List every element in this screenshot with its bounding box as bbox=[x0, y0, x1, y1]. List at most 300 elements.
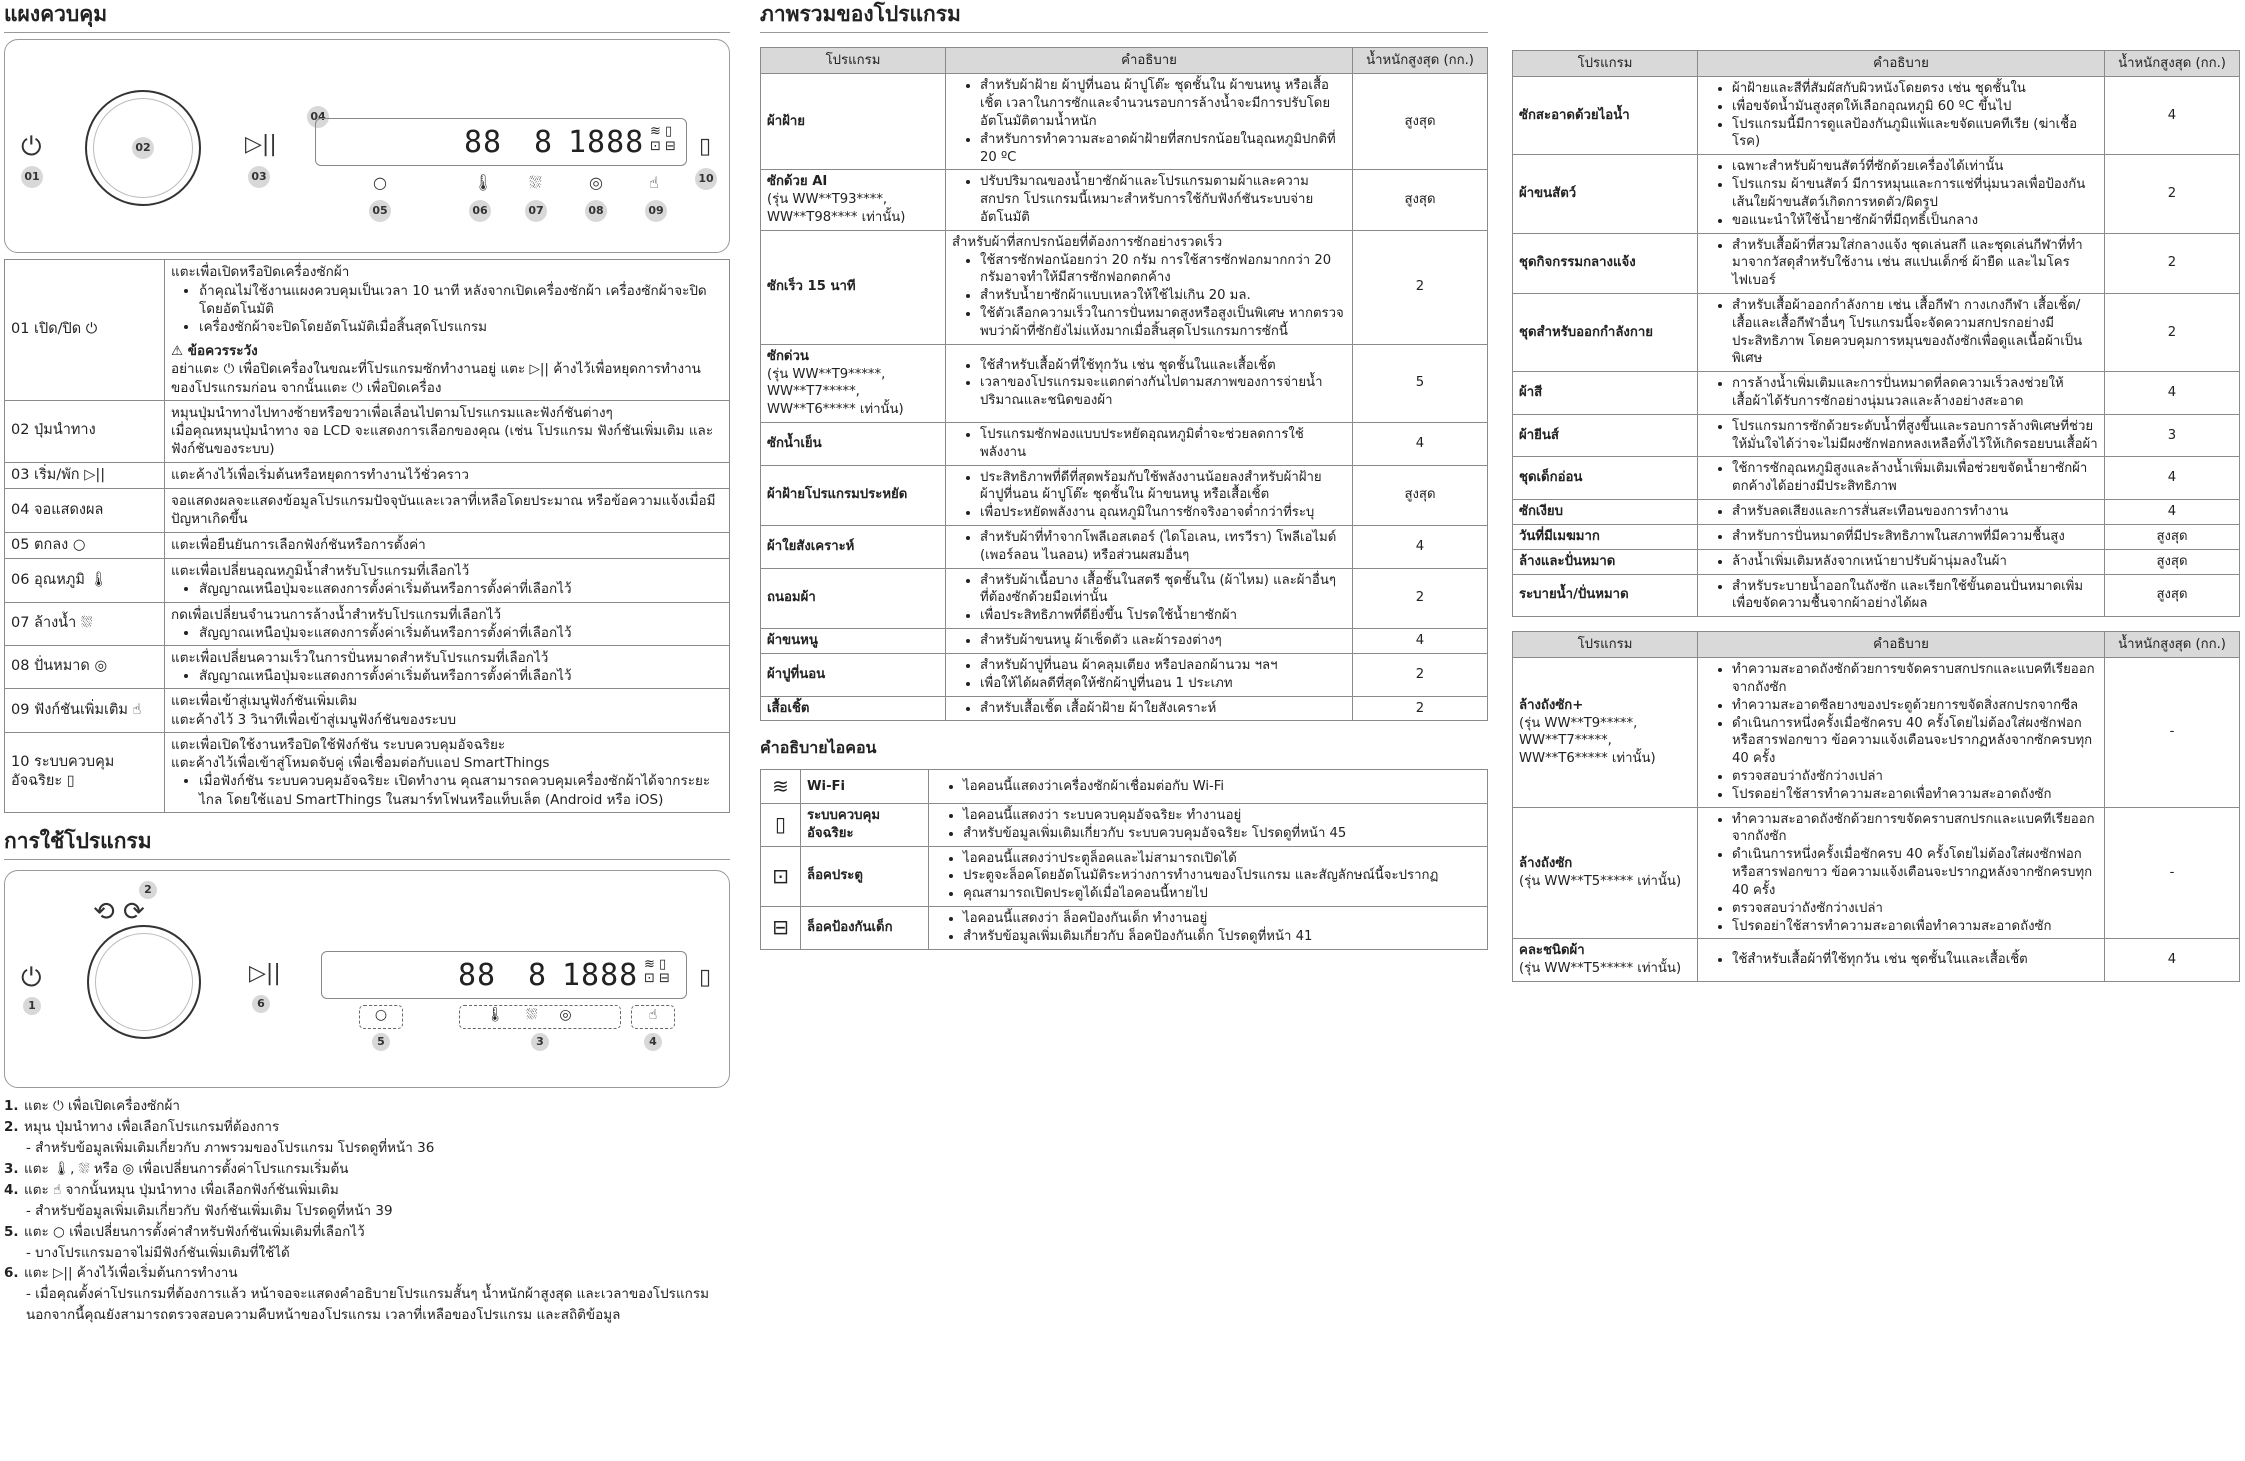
program-bullet: • เวลาของโปรแกรมจะแตกต่างกันไปตามสภาพของการจ่ายน้ำ ปริมาณและชนิดของผ้า bbox=[980, 374, 1346, 410]
program-description bbox=[946, 526, 1353, 569]
badge-4: 4 bbox=[644, 1033, 662, 1051]
icon-row bbox=[761, 846, 1488, 906]
program-bullet: • เพื่อประหยัดพลังงาน อุณหภูมิในการซักจริงอาจต่ำกว่าที่ระบุ bbox=[980, 504, 1346, 522]
step-text: แตะ ⏻ เพื่อเปิดเครื่องซักผ้า bbox=[24, 1098, 180, 1115]
step-subnote: - สำหรับข้อมูลเพิ่มเติมเกี่ยวกับ ภาพรวมของโปรแกรม โปรดดูที่หน้า 36 bbox=[26, 1139, 435, 1156]
icon-bullets bbox=[935, 910, 1481, 946]
badge-3: 3 bbox=[531, 1033, 549, 1051]
program-name: ซักด้วย AI bbox=[767, 174, 828, 190]
program-bullets bbox=[1704, 578, 2098, 614]
control-bullets bbox=[171, 624, 723, 642]
status-icon: ⊡ bbox=[761, 846, 801, 906]
header-program: โปรแกรม bbox=[1513, 51, 1698, 77]
power-icon: ⏻ bbox=[21, 132, 42, 163]
program-bullet: • สำหรับน้ำยาซักผ้าแบบเหลวให้ใช้ไม่เกิน 20 มล. bbox=[980, 287, 1346, 305]
badge-06: 06 bbox=[469, 200, 491, 222]
spacer bbox=[1512, 0, 2240, 50]
ok-icon: ○ bbox=[373, 173, 387, 193]
header-description: คำอธิบาย bbox=[1698, 51, 2105, 77]
icon-name: Wi-Fi bbox=[801, 769, 929, 803]
control-description bbox=[165, 602, 730, 645]
badge-5: 5 bbox=[372, 1033, 390, 1051]
program-name-cell bbox=[1513, 155, 1698, 233]
program-max-weight: 4 bbox=[1353, 422, 1488, 465]
usage-step bbox=[4, 1159, 730, 1180]
icon-row bbox=[761, 803, 1488, 846]
program-bullet: • โปรดอย่าใช้สารทำความสะอาดเพื่อทำความสะอาดถังซัก bbox=[1732, 786, 2098, 804]
program-bullet: • สำหรับผ้าขนหนู ผ้าเช็ดตัว และผ้ารองต่างๆ bbox=[980, 632, 1346, 650]
program-name: ผ้าขนสัตว์ bbox=[1519, 185, 1577, 201]
program-name-cell bbox=[1513, 549, 1698, 574]
program-bullets bbox=[952, 426, 1346, 462]
usage-step bbox=[4, 1222, 730, 1243]
program-name-cell bbox=[761, 568, 946, 628]
icon-bullet: • ไอคอนนี้แสดงว่าเครื่องซักผ้าเชื่อมต่อกับ Wi-Fi bbox=[963, 778, 1481, 796]
icon-table bbox=[760, 769, 1488, 950]
control-line: จอแสดงผลจะแสดงข้อมูลโปรแกรมปัจจุบันและเวลาที่เหลือโดยประมาณ หรือข้อความแจ้งเมื่อมีปัญหาเกิดขึ้น bbox=[171, 493, 716, 528]
program-bullet: • ทำความสะอาดซีลยางของประตูด้วยการขจัดสิ่งสกปรกจากซีล bbox=[1732, 697, 2098, 715]
program-bullet: • ตรวจสอบว่าถังซักว่างเปล่า bbox=[1732, 768, 2098, 786]
display-digits-3: 1888 bbox=[562, 958, 639, 994]
program-max-weight: 4 bbox=[2105, 939, 2240, 982]
icon-description bbox=[929, 803, 1488, 846]
control-line: แตะเพื่อเปลี่ยนอุณหภูมิน้ำสำหรับโปรแกรมที่เลือกไว้ bbox=[171, 563, 470, 580]
program-table-1 bbox=[760, 47, 1488, 721]
program-name: ถนอมผ้า bbox=[767, 590, 816, 606]
program-description bbox=[1698, 939, 2105, 982]
spin-icon: ◎ bbox=[589, 173, 603, 193]
program-bullet: • การล้างน้ำเพิ่มเติมและการปั่นหมาดที่ลดความเร็วลงช่วยให้เสื้อผ้าได้รับการซักอย่างนุ่มนวลและล้างอย่างสะอาด bbox=[1732, 375, 2098, 411]
step-text: หมุน ปุ่มนำทาง เพื่อเลือกโปรแกรมที่ต้องการ bbox=[24, 1118, 280, 1135]
lcd-display bbox=[321, 951, 687, 999]
program-max-weight: 4 bbox=[2105, 77, 2240, 155]
program-max-weight: 4 bbox=[2105, 372, 2240, 415]
program-max-weight: 5 bbox=[1353, 344, 1488, 422]
program-models: (รุ่น WW**T93****, WW**T98**** เท่านั้น) bbox=[767, 192, 906, 226]
program-max-weight: 4 bbox=[1353, 526, 1488, 569]
badge-03: 03 bbox=[248, 166, 270, 188]
program-max-weight: 2 bbox=[1353, 230, 1488, 344]
icon-bullets bbox=[935, 807, 1481, 843]
program-max-weight: 4 bbox=[1353, 629, 1488, 654]
step-number: 2. bbox=[4, 1118, 19, 1135]
icon-name: ล็อคประตู bbox=[801, 846, 929, 906]
control-label: 02 ปุ่มนำทาง bbox=[5, 400, 165, 462]
program-bullet: • สำหรับเสื้อเชิ้ต เสื้อผ้าฝ้าย ผ้าใยสังเคราะห์ bbox=[980, 700, 1346, 718]
control-line: หมุนปุ่มนำทางไปทางซ้ายหรือขวาเพื่อเลื่อนไปตามโปรแกรมและฟังก์ชันต่างๆ bbox=[171, 404, 613, 421]
program-max-weight: สูงสุด bbox=[1353, 465, 1488, 525]
program-name: ผ้าฝ้ายโปรแกรมประหยัด bbox=[767, 487, 908, 503]
program-row bbox=[1513, 574, 2240, 617]
program-name: ซักเร็ว 15 นาที bbox=[767, 279, 856, 295]
step-number: 1. bbox=[4, 1098, 19, 1115]
overview-title: ภาพรวมของโปรแกรม bbox=[760, 0, 1488, 33]
program-bullets bbox=[952, 77, 1346, 166]
program-table-2 bbox=[1512, 50, 2240, 617]
badge-08: 08 bbox=[585, 200, 607, 222]
control-row bbox=[5, 489, 730, 532]
program-bullet: • ดำเนินการหนึ่งครั้งเมื่อซักครบ 40 ครั้งโดยไม่ต้องใส่ผงซักฟอกหรือสารฟอกขาว ข้อความแจ้งเตือนจะปรากฏหลังจากซักครบทุก 40 ครั้ง bbox=[1732, 715, 2098, 768]
program-name-cell bbox=[761, 465, 946, 525]
smart-control-icon: ▯ bbox=[699, 965, 712, 991]
icon-row bbox=[761, 769, 1488, 803]
program-bullet: • สำหรับการทำความสะอาดผ้าฝ้ายที่สกปรกน้อยในอุณหภูมิปกติที่ 20 ºC bbox=[980, 131, 1346, 167]
program-max-weight: 2 bbox=[1353, 568, 1488, 628]
program-name: ล้างและปั่นหมาด bbox=[1519, 553, 1616, 569]
program-row bbox=[761, 230, 1488, 344]
program-max-weight: สูงสุด bbox=[2105, 549, 2240, 574]
usage-diagram bbox=[4, 870, 730, 1088]
table-header-row bbox=[761, 48, 1488, 74]
program-bullet: • ประสิทธิภาพที่ดีที่สุดพร้อมกับใช้พลังงานน้อยลงสำหรับผ้าฝ้าย ผ้าปูที่นอน ผ้าปูโต๊ะ ชุดชั้นใน ผ้าขนหนู หรือเสื้อเชิ้ต bbox=[980, 469, 1346, 505]
control-bullet: • สัญญาณเหนือปุ่มจะแสดงการตั้งค่าเริ่มต้นหรือการตั้งค่าที่เลือกไว้ bbox=[199, 580, 723, 598]
program-description bbox=[1698, 524, 2105, 549]
program-bullet: • โปรดอย่าใช้สารทำความสะอาดเพื่อทำความสะอาดถังซัก bbox=[1732, 918, 2098, 936]
program-name-cell bbox=[1513, 77, 1698, 155]
program-bullet: • สำหรับการปั่นหมาดที่มีประสิทธิภาพในสภาพที่มีความชื้นสูง bbox=[1732, 528, 2098, 546]
program-description bbox=[1698, 574, 2105, 617]
program-bullet: • ทำความสะอาดถังซักด้วยการขจัดคราบสกปรกและแบคทีเรียออกจากถังซัก bbox=[1732, 811, 2098, 847]
program-name: ซักสะอาดด้วยไอน้ำ bbox=[1519, 107, 1630, 123]
display-digits-1: 88 bbox=[464, 125, 503, 161]
program-name-cell bbox=[1513, 457, 1698, 500]
program-max-weight: 2 bbox=[2105, 155, 2240, 233]
step-text: แตะ ▷|| ค้างไว้เพื่อเริ่มต้นการทำงาน bbox=[24, 1265, 238, 1282]
program-name: ผ้าใยสังเคราะห์ bbox=[767, 538, 855, 554]
program-bullets bbox=[952, 469, 1346, 522]
program-intro: สำหรับผ้าที่สกปรกน้อยที่ต้องการซักอย่างรวดเร็ว bbox=[952, 234, 1223, 250]
header-program: โปรแกรม bbox=[1513, 632, 1698, 658]
program-bullet: • ผ้าฝ้ายและสีที่สัมผัสกับผิวหนังโดยตรง เช่น ชุดชั้นใน bbox=[1732, 80, 2098, 98]
program-bullet: • โปรแกรมซักฟองแบบประหยัดอุณหภูมิต่ำจะช่วยลดการใช้พลังงาน bbox=[980, 426, 1346, 462]
control-description bbox=[165, 645, 730, 688]
program-bullet: • โปรแกรม ผ้าขนสัตว์ มีการหมุนและการแช่ที่นุ่มนวลเพื่อป้องกันเส้นใยผ้าขนสัตว์เกิดการหดตัว/ผิดรูป bbox=[1732, 176, 2098, 212]
program-description bbox=[1698, 372, 2105, 415]
control-line: แตะเพื่อเปิดใช้งานหรือปิดใช้ฟังก์ชัน ระบบควบคุมอัจฉริยะ bbox=[171, 736, 506, 753]
program-description bbox=[1698, 293, 2105, 371]
program-name-cell bbox=[761, 74, 946, 170]
program-row bbox=[1513, 457, 2240, 500]
control-line: แตะเพื่อเปลี่ยนความเร็วในการปั่นหมาดสำหรับโปรแกรมที่เลือกไว้ bbox=[171, 649, 549, 666]
control-row bbox=[5, 462, 730, 489]
program-description bbox=[946, 465, 1353, 525]
control-bullet: • ถ้าคุณไม่ใช้งานแผงควบคุมเป็นเวลา 10 นาที หลังจากเปิดเครื่องซักผ้า เครื่องซักผ้าจะปิดโดยอัตโนมัติ bbox=[199, 282, 723, 318]
program-row bbox=[761, 74, 1488, 170]
program-description bbox=[946, 170, 1353, 230]
control-label: 05 ตกลง ○ bbox=[5, 532, 165, 559]
program-bullets bbox=[952, 632, 1346, 650]
program-bullets bbox=[1704, 460, 2098, 496]
program-bullet: • ขอแนะนำให้ใช้น้ำยาซักผ้าที่มีฤทธิ์เป็นกลาง bbox=[1732, 212, 2098, 230]
lcd-display bbox=[315, 118, 687, 166]
program-bullet: • สำหรับระบายน้ำออกในถังซัก และเรียกใช้ขั้นตอนปั่นหมาดเพิ่มเพื่อขจัดความชื้นจากผ้าอย่างได้ผล bbox=[1732, 578, 2098, 614]
control-line: แตะค้างไว้ 3 วินาทีเพื่อเข้าสู่เมนูฟังก์ชันของระบบ bbox=[171, 711, 457, 728]
control-panel-table bbox=[4, 259, 730, 812]
control-description bbox=[165, 559, 730, 602]
program-bullet: • ใช้สารซักฟอกน้อยกว่า 20 กรัม การใช้สารซักฟอกมากกว่า 20 กรัมอาจทำให้มีสารซักฟอกตกค้าง bbox=[980, 252, 1346, 288]
icon-name: ล็อคป้องกันเด็ก bbox=[801, 907, 929, 950]
control-panel-title: แผงควบคุม bbox=[4, 0, 730, 33]
step-subnote: - บางโปรแกรมอาจไม่มีฟังก์ชันเพิ่มเติมที่ใช้ได้ bbox=[26, 1244, 290, 1261]
table-header-row bbox=[1513, 632, 2240, 658]
program-bullets bbox=[1704, 528, 2098, 546]
control-label: 08 ปั่นหมาด ◎ bbox=[5, 645, 165, 688]
program-bullets bbox=[1704, 297, 2098, 368]
display-status-icons: ≋ ▯ ⊡ ⊟ bbox=[650, 124, 676, 154]
icon-description bbox=[929, 907, 1488, 950]
control-line: เมื่อคุณหมุนปุ่มนำทาง จอ LCD จะแสดงการเลือกของคุณ (เช่น โปรแกรม ฟังก์ชันเพิ่มเติม และฟังก์ชันของระบบ) bbox=[171, 423, 714, 458]
icon-bullet: • สำหรับข้อมูลเพิ่มเติมเกี่ยวกับ ล็อคป้องกันเด็ก โปรดดูที่หน้า 41 bbox=[963, 928, 1481, 946]
program-bullet: • เพื่อให้ได้ผลดีที่สุดให้ซักผ้าปูที่นอน 1 ประเภท bbox=[980, 675, 1346, 693]
icon-description bbox=[929, 769, 1488, 803]
program-name-cell bbox=[1513, 293, 1698, 371]
program-bullet: • ใช้สำหรับเสื้อผ้าที่ใช้ทุกวัน เช่น ชุดชั้นในและเสื้อเชิ้ต bbox=[1732, 951, 2098, 969]
program-description bbox=[1698, 233, 2105, 293]
program-max-weight: สูงสุด bbox=[1353, 170, 1488, 230]
program-row bbox=[761, 170, 1488, 230]
control-description bbox=[165, 260, 730, 401]
ok-button-frame: ○ bbox=[359, 1005, 403, 1029]
usage-steps bbox=[4, 1096, 730, 1326]
badge-04: 04 bbox=[307, 106, 329, 128]
icon-bullets bbox=[935, 850, 1481, 903]
program-table-3 bbox=[1512, 631, 2240, 982]
program-bullets bbox=[952, 173, 1346, 226]
program-name: ล้างถังซัก bbox=[1519, 856, 1573, 872]
program-row bbox=[761, 568, 1488, 628]
status-icon: ▯ bbox=[761, 803, 801, 846]
program-name-cell bbox=[761, 696, 946, 721]
program-name: ผ้ายีนส์ bbox=[1519, 427, 1559, 443]
program-name-cell bbox=[1513, 524, 1698, 549]
program-bullet: • สำหรับผ้าเนื้อบาง เสื้อชั้นในสตรี ชุดชั้นใน (ผ้าไหม) และผ้าอื่นๆ ที่ต้องซักด้วยมือเท่านั้น bbox=[980, 572, 1346, 608]
program-description bbox=[946, 344, 1353, 422]
program-row bbox=[761, 629, 1488, 654]
smart-control-icon: ▯ bbox=[699, 134, 712, 160]
program-row bbox=[1513, 658, 2240, 808]
program-name: ซักเงียบ bbox=[1519, 504, 1563, 520]
program-bullet: • ตรวจสอบว่าถังซักว่างเปล่า bbox=[1732, 900, 2098, 918]
control-description bbox=[165, 532, 730, 559]
program-name-cell bbox=[761, 170, 946, 230]
program-max-weight: - bbox=[2105, 658, 2240, 808]
display-digits-2: 8 bbox=[534, 125, 554, 161]
control-bullets bbox=[171, 667, 723, 685]
control-label: 09 ฟังก์ชันเพิ่มเติม ☝ bbox=[5, 689, 165, 732]
badge-09: 09 bbox=[645, 200, 667, 222]
program-max-weight: 3 bbox=[2105, 414, 2240, 457]
program-bullet: • ดำเนินการหนึ่งครั้งเมื่อซักครบ 40 ครั้งโดยไม่ต้องใส่ผงซักฟอกหรือสารฟอกขาว ข้อความแจ้งเตือนจะปรากฏหลังจากซักครบทุก 40 ครั้ง bbox=[1732, 846, 2098, 899]
program-name: เสื้อเชิ้ต bbox=[767, 700, 810, 716]
program-row bbox=[1513, 807, 2240, 939]
program-description bbox=[1698, 500, 2105, 525]
program-description bbox=[1698, 457, 2105, 500]
header-weight: น้ำหนักสูงสุด (กก.) bbox=[1353, 48, 1488, 74]
caution-text: อย่าแตะ ⏻ เพื่อปิดเครื่องในขณะที่โปรแกรมซักทำงานอยู่ แตะ ▷|| ค้างไว้เพื่อหยุดการทำงานของโปรแกรมก่อน จากนั้นแตะ ⏻ เพื่อปิดเครื่อง bbox=[171, 361, 701, 396]
program-name-cell bbox=[1513, 939, 1698, 982]
program-description bbox=[1698, 549, 2105, 574]
program-description bbox=[946, 568, 1353, 628]
program-row bbox=[761, 344, 1488, 422]
badge-07: 07 bbox=[525, 200, 547, 222]
program-max-weight: - bbox=[2105, 807, 2240, 939]
badge-01: 01 bbox=[21, 166, 43, 188]
usage-step bbox=[4, 1117, 730, 1138]
program-row bbox=[1513, 939, 2240, 982]
icon-bullet: • ประตูจะล็อคโดยอัตโนมัติระหว่างการทำงานของโปรแกรม และสัญลักษณ์นี้จะปรากฏ bbox=[963, 867, 1481, 885]
program-description bbox=[946, 230, 1353, 344]
start-pause-icon: ▷|| bbox=[245, 132, 277, 158]
icons-title: คำอธิบายไอคอน bbox=[760, 738, 877, 758]
program-row bbox=[1513, 500, 2240, 525]
program-bullet: • ทำความสะอาดถังซักด้วยการขจัดคราบสกปรกและแบคทีเรียออกจากถังซัก bbox=[1732, 661, 2098, 697]
program-bullets bbox=[1704, 503, 2098, 521]
program-bullet: • ใช้สำหรับเสื้อผ้าที่ใช้ทุกวัน เช่น ชุดชั้นในและเสื้อเชิ้ต bbox=[980, 357, 1346, 375]
control-row bbox=[5, 645, 730, 688]
column-right bbox=[1512, 0, 2240, 982]
control-line: กดเพื่อเปลี่ยนจำนวนการล้างน้ำสำหรับโปรแกรมที่เลือกไว้ bbox=[171, 606, 502, 623]
program-name-cell bbox=[1513, 807, 1698, 939]
control-row bbox=[5, 602, 730, 645]
program-bullet: • สำหรับผ้าปูที่นอน ผ้าคลุมเตียง หรือปลอกผ้านวม ฯลฯ bbox=[980, 657, 1346, 675]
program-row bbox=[761, 422, 1488, 465]
icon-bullet: • คุณสามารถเปิดประตูได้เมื่อไอคอนนี้หายไป bbox=[963, 885, 1481, 903]
control-bullet: • สัญญาณเหนือปุ่มจะแสดงการตั้งค่าเริ่มต้นหรือการตั้งค่าที่เลือกไว้ bbox=[199, 624, 723, 642]
control-bullet: • เมื่อฟังก์ชัน ระบบควบคุมอัจฉริยะ เปิดทำงาน คุณสามารถควบคุมเครื่องซักผ้าได้จากระยะไกล โดยใช้แอป SmartThings ในสมาร์ทโฟนหรือแท็บเล็ต (Android หรือ iOS) bbox=[199, 772, 723, 808]
program-max-weight: 2 bbox=[1353, 696, 1488, 721]
control-description bbox=[165, 732, 730, 812]
program-row bbox=[1513, 372, 2240, 415]
control-label: 10 ระบบควบคุม อัจฉริยะ ▯ bbox=[5, 732, 165, 812]
program-max-weight: สูงสุด bbox=[2105, 524, 2240, 549]
settings-buttons-frame: 🌡⛆◎ bbox=[459, 1005, 621, 1029]
power-icon: ⏻ bbox=[21, 963, 42, 994]
program-bullet: • ใช้ตัวเลือกความเร็วในการปั่นหมาดสูงหรือสูงเป็นพิเศษ หากตรวจพบว่าผ้าที่ซักยังไม่แห้งมากเมื่อสิ้นสุดโปรแกรมการซักนี้ bbox=[980, 305, 1346, 341]
program-row bbox=[761, 696, 1488, 721]
program-name: ซักน้ำเย็น bbox=[767, 435, 822, 451]
control-line: แตะเพื่อยืนยันการเลือกฟังก์ชันหรือการตั้งค่า bbox=[171, 537, 426, 554]
control-label: 04 จอแสดงผล bbox=[5, 489, 165, 532]
display-digits-2: 8 bbox=[528, 958, 548, 994]
program-name-cell bbox=[761, 344, 946, 422]
program-name-cell bbox=[761, 653, 946, 696]
program-row bbox=[1513, 293, 2240, 371]
program-row bbox=[1513, 233, 2240, 293]
control-description bbox=[165, 489, 730, 532]
program-max-weight: 2 bbox=[2105, 293, 2240, 371]
program-bullets bbox=[1704, 418, 2098, 454]
control-label: 03 เริ่ม/พัก ▷|| bbox=[5, 462, 165, 489]
program-bullet: • โปรแกรมการซักด้วยระดับน้ำที่สูงขึ้นและรอบการล้างพิเศษที่ช่วยให้มั่นใจได้ว่าจะไม่มีผงซักฟอกหลงเหลือทิ้งไว้ให้เกิดรอยบนเสื้อผ้า bbox=[1732, 418, 2098, 454]
table-header-row bbox=[1513, 51, 2240, 77]
program-bullet: • เพื่อประสิทธิภาพที่ดียิ่งขึ้น โปรดใช้น้ำยาซักผ้า bbox=[980, 607, 1346, 625]
options-icon: ☝ bbox=[649, 173, 659, 193]
program-models: (รุ่น WW**T5***** เท่านั้น) bbox=[1519, 961, 1682, 977]
step-number: 3. bbox=[4, 1160, 19, 1177]
program-name-cell bbox=[1513, 574, 1698, 617]
program-models: (รุ่น WW**T9*****, WW**T7*****, WW**T6***** เท่านั้น) bbox=[1519, 715, 1656, 767]
header-weight: น้ำหนักสูงสุด (กก.) bbox=[2105, 632, 2240, 658]
program-bullet: • โปรแกรมนี้มีการดูแลป้องกันภูมิแพ้และขจัดแบคทีเรีย (ฆ่าเชื้อโรค) bbox=[1732, 116, 2098, 152]
badge-2: 2 bbox=[139, 881, 157, 899]
program-name-cell bbox=[761, 629, 946, 654]
column-left bbox=[4, 0, 730, 1326]
program-bullets bbox=[1704, 553, 2098, 571]
icon-name: ระบบควบคุม อัจฉริยะ bbox=[801, 803, 929, 846]
program-row bbox=[1513, 155, 2240, 233]
program-bullets bbox=[952, 357, 1346, 410]
program-name-cell bbox=[1513, 658, 1698, 808]
options-button-frame: ☝ bbox=[631, 1005, 675, 1029]
program-models: (รุ่น WW**T5***** เท่านั้น) bbox=[1519, 873, 1682, 889]
usage-title: การใช้โปรแกรม bbox=[4, 827, 730, 860]
control-row bbox=[5, 400, 730, 462]
control-bullets bbox=[171, 282, 723, 337]
icon-bullet: • ไอคอนนี้แสดงว่าประตูล็อคและไม่สามารถเปิดได้ bbox=[963, 850, 1481, 868]
control-row bbox=[5, 732, 730, 812]
control-description bbox=[165, 689, 730, 732]
program-name: วันที่มีเมฆมาก bbox=[1519, 528, 1600, 544]
program-description bbox=[1698, 414, 2105, 457]
control-label: 07 ล้างน้ำ ⛆ bbox=[5, 602, 165, 645]
program-name: ผ้าปูที่นอน bbox=[767, 666, 826, 682]
program-name: ระบายน้ำ/ปั่นหมาด bbox=[1519, 587, 1629, 603]
program-bullet: • สำหรับผ้าฝ้าย ผ้าปูที่นอน ผ้าปูโต๊ะ ชุดชั้นใน ผ้าขนหนู หรือเสื้อเชิ้ต เวลาในการซักและจำนวนรอบการล้างน้ำจะมีการปรับโดยอัตโนมัติตามน้ำหนัก bbox=[980, 77, 1346, 130]
program-bullets bbox=[952, 252, 1346, 341]
column-middle bbox=[760, 0, 1488, 950]
program-bullet: • สำหรับเสื้อผ้าออกกำลังกาย เช่น เสื้อกีฬา กางเกงกีฬา เสื้อเชิ้ต/เสื้อและเสื้อกีฬาอื่นๆ โปรแกรมนี้จะจัดความสกปรกอย่างมีประสิทธิภาพ โดยควบคุมการหมุนของถังซักเพื่อดูแลเนื้อผ้าเป็นพิเศษ bbox=[1732, 297, 2098, 368]
step-text: แตะ ☝ จากนั้นหมุน ปุ่มนำทาง เพื่อเลือกฟังก์ชันเพิ่มเติม bbox=[24, 1181, 339, 1198]
icon-bullet: • ไอคอนนี้แสดงว่า ล็อคป้องกันเด็ก ทำงานอยู่ bbox=[963, 910, 1481, 928]
control-line: แตะเพื่อเข้าสู่เมนูฟังก์ชันเพิ่มเติม bbox=[171, 693, 358, 710]
icon-bullet: • ไอคอนนี้แสดงว่า ระบบควบคุมอัจฉริยะ ทำงานอยู่ bbox=[963, 807, 1481, 825]
program-bullets bbox=[1704, 158, 2098, 229]
program-bullets bbox=[952, 657, 1346, 693]
control-line: แตะค้างไว้เพื่อเข้าสู่โหมดจับคู่ เพื่อเชื่อมต่อกับแอป SmartThings bbox=[171, 755, 550, 772]
program-name: ล้างถังซัก+ bbox=[1519, 697, 1584, 713]
control-description bbox=[165, 400, 730, 462]
icon-row bbox=[761, 907, 1488, 950]
badge-10: 10 bbox=[695, 168, 717, 190]
program-bullet: • สำหรับลดเสียงและการสั่นสะเทือนของการทำงาน bbox=[1732, 503, 2098, 521]
program-name: ชุดเด็กอ่อน bbox=[1519, 470, 1583, 486]
start-pause-icon: ▷|| bbox=[249, 961, 281, 987]
program-name-cell bbox=[1513, 233, 1698, 293]
header-description: คำอธิบาย bbox=[946, 48, 1353, 74]
program-max-weight: สูงสุด bbox=[2105, 574, 2240, 617]
control-description bbox=[165, 462, 730, 489]
program-name: ผ้าสี bbox=[1519, 385, 1543, 401]
program-name: คละชนิดผ้า bbox=[1519, 943, 1585, 959]
program-row bbox=[761, 653, 1488, 696]
program-bullets bbox=[1704, 951, 2098, 969]
program-description bbox=[946, 653, 1353, 696]
program-bullets bbox=[1704, 80, 2098, 151]
badge-6: 6 bbox=[252, 995, 270, 1013]
program-name: ผ้าฝ้าย bbox=[767, 113, 805, 129]
control-row bbox=[5, 559, 730, 602]
program-row bbox=[1513, 77, 2240, 155]
program-row bbox=[1513, 549, 2240, 574]
header-description: คำอธิบาย bbox=[1698, 632, 2105, 658]
program-description bbox=[1698, 77, 2105, 155]
control-bullet: • สัญญาณเหนือปุ่มจะแสดงการตั้งค่าเริ่มต้นหรือการตั้งค่าที่เลือกไว้ bbox=[199, 667, 723, 685]
program-bullets bbox=[952, 700, 1346, 718]
display-digits-3: 1888 bbox=[568, 125, 645, 161]
program-bullets bbox=[952, 572, 1346, 625]
program-bullets bbox=[952, 529, 1346, 565]
control-row bbox=[5, 689, 730, 732]
